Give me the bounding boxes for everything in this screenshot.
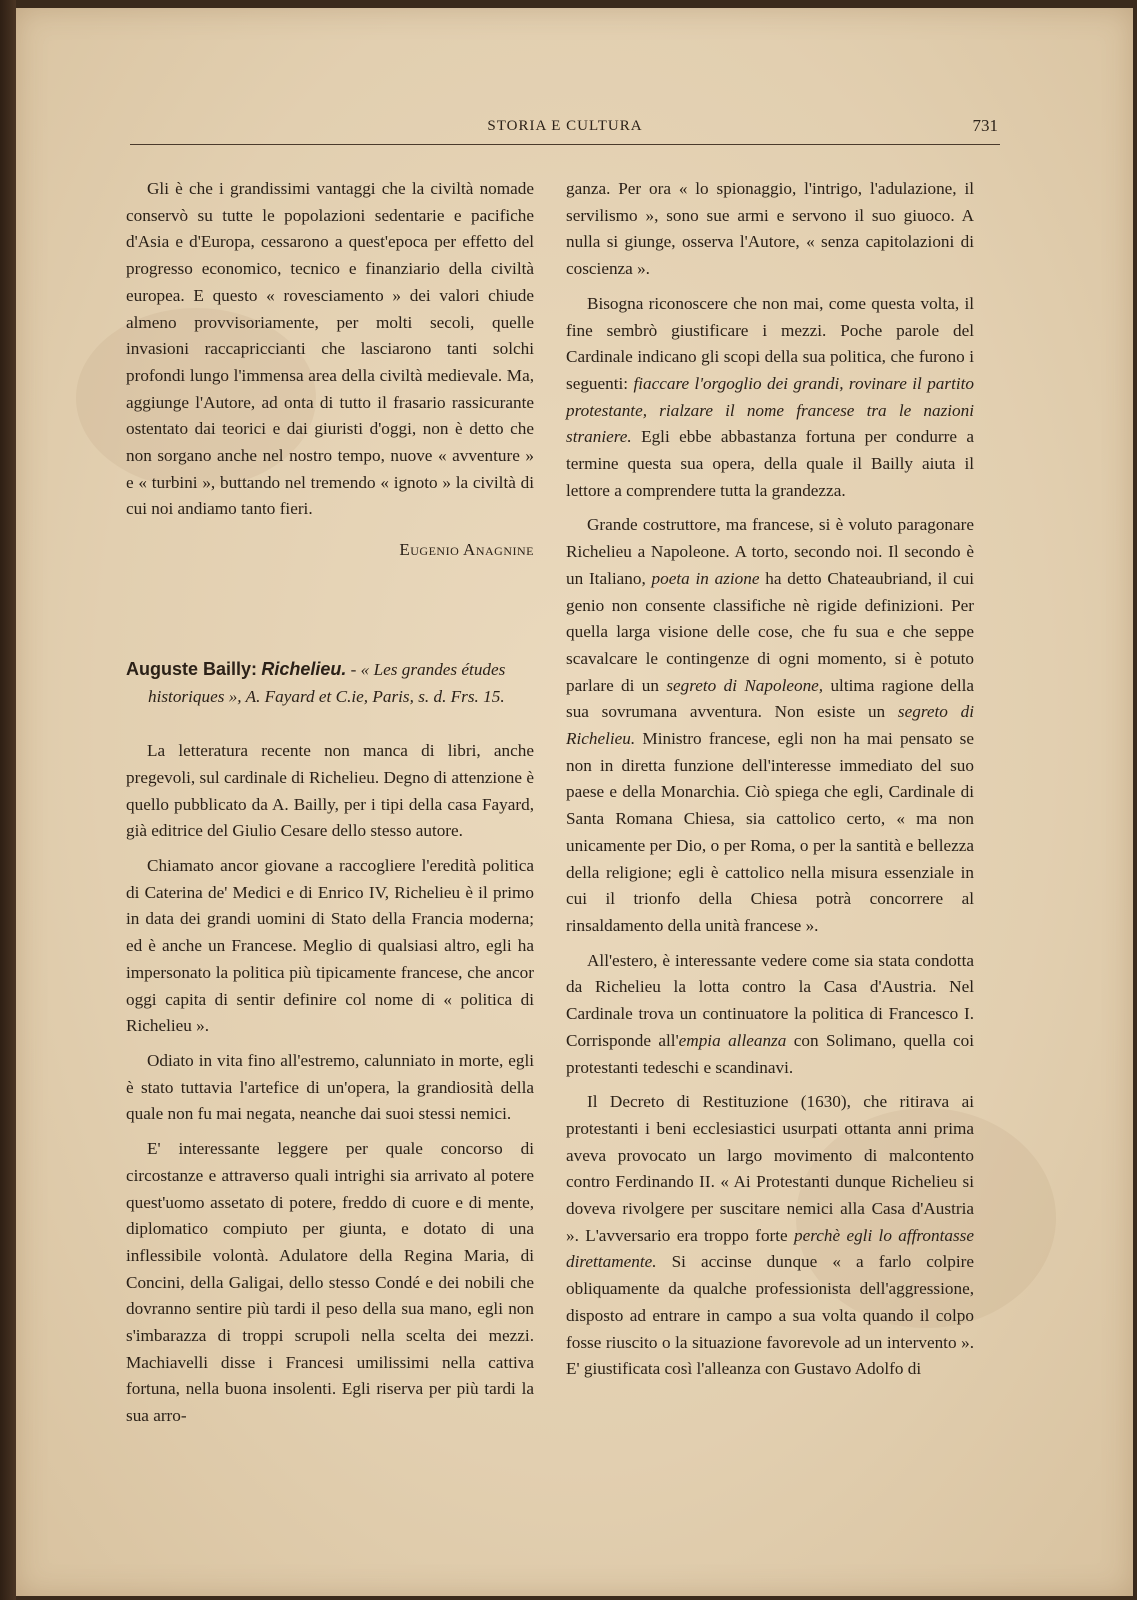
paragraph: Odiato in vita fino all'estremo, calunniato in morte, egli è stato tuttavia l'artefice di un'opera, la grandiosità della quale non fu mai negata, neanche dai suoi stessi nemici. xyxy=(126,1050,534,1124)
running-title: STORIA E CULTURA xyxy=(487,118,643,134)
book-spine xyxy=(0,0,16,1600)
text-run: All'estero, è interessante vedere come sia stata condotta da Richelieu la lotta contro la Casa d'Austria. Nel Cardinale trova un continuatore la politica di Francesco I. Corrisponde all' xyxy=(566,950,974,1050)
italic-text: poeta in azione xyxy=(651,568,760,588)
review-book-title: Richelieu. xyxy=(261,658,347,679)
page-number: 731 xyxy=(972,116,998,135)
paragraph: ganza. Per ora « lo spionaggio, l'intrigo, l'adulazione, il servilismo », sono sue armi e servono il suo giuoco. A nulla si giunge, osserva l'Autore, « senza capitolazioni di coscienza ». xyxy=(566,179,974,279)
paragraph xyxy=(566,948,974,1082)
paragraph xyxy=(566,1089,974,1383)
italic-text: perchè egli lo affrontasse direttamente. xyxy=(566,1225,974,1272)
paragraph xyxy=(566,291,974,505)
paragraph xyxy=(566,512,974,939)
text-run: ha detto Chateaubriand, il cui genio non consente classifiche nè rigide definizioni. Per quella larga visione delle cose, che fu sua e che seppe scavalcare le contingenze di ogni momento, si è potuto parlare di un xyxy=(566,568,975,695)
text-run: con Solimano, quella coi protestanti tedeschi e scandinavi. xyxy=(566,1030,975,1077)
left-column xyxy=(126,176,534,1438)
signature: Eugenio Anagnine xyxy=(399,540,534,560)
paragraph: La letteratura recente non manca di libri, anche pregevoli, sul cardinale di Richelieu. Degno di attenzione è quello pubblicato da A. Bailly, per i tipi della casa Fayard, già editrice del Giulio Cesare dello stesso autore. xyxy=(126,741,534,841)
italic-text: fiaccare l'orgoglio dei grandi, rovinare il partito protestante, rialzare il nome francese tra le nazioni straniere. xyxy=(566,373,974,447)
text-run: Il Decreto di Restituzione (1630), che ritirava ai protestanti i beni ecclesiastici usurpati ottanta anni prima aveva provocato un largo movimento di malcontento contro Ferdinando II. « Ai Protestanti dunque Richelieu si doveva rivolgere per suscitare nemici alla Casa d'Austria ». L'avversario era troppo forte xyxy=(566,1092,974,1245)
right-column xyxy=(566,176,974,1391)
page-header xyxy=(130,114,1000,145)
review-publication-info: - « Les grandes études historiques », A. Fayard et C.ie, Paris, s. d. Frs. 15. xyxy=(148,659,506,706)
italic-text: segreto di Napoleone, xyxy=(666,675,824,695)
italic-text: empia alleanza xyxy=(678,1030,787,1050)
review-author: Auguste Bailly: xyxy=(126,658,258,679)
review-heading xyxy=(126,656,534,710)
text-run: Egli ebbe abbastanza fortuna per condurre a termine questa sua opera, della quale il Bailly aiuta il lettore a comprendere tutta la grandezza. xyxy=(566,427,974,500)
text-run: Ministro francese, egli non ha mai pensato se non in diretta funzione dell'interesse immediato del suo paese e della Monarchia. Ciò spiega che egli, Cardinale di Santa Romana Chiesa, sia cattolico certo, « ma non unicamente per Dio, o per Roma, o per la santità e bellezza della religione; egli è cattolico nella misura essenziale in cui il trionfo della Chiesa potrà concorrere al rinsaldamento della unità francese ». xyxy=(566,729,974,935)
paragraph: E' interessante leggere per quale concorso di circostanze e attraverso quali intrighi sia arrivato al potere quest'uomo assetato di potere, freddo di cuore e di mente, diplomatico compiuto per giunta, e dotato di una inflessibile volontà. Adulatore della Regina Maria, di Concini, della Galigai, dello stesso Condé e dei nobili che dovranno sentire più tardi il peso della sua mano, egli non s'imbarazza di troppi scrupoli nella scelta dei mezzi. Machiavelli disse i Francesi umilissimi nella cattiva fortuna, nella buona insolenti. Egli riserva per più tardi la sua arro- xyxy=(126,1139,534,1426)
paragraph: Chiamato ancor giovane a raccogliere l'eredità politica di Caterina de' Medici e di Enrico IV, Richelieu è il primo in data dei grandi uomini di Stato della Francia moderna; ed è anche un Francese. Meglio di qualsiasi altro, egli ha impersonato la politica più tipicamente francese, che ancor oggi capita di sentir definire col nome di « politica di Richelieu ». xyxy=(126,856,534,1036)
text-run: Bisogna riconoscere che non mai, come questa volta, il fine sembrò giustificare i mezzi. Poche parole del Cardinale indicano gli scopi della sua politica, che furono i seguenti: xyxy=(566,293,974,393)
text-run: Si accinse dunque « a farlo colpire obliquamente da qualche professionista dell'aggressione, disposto ad entrare in campo a sua volta quando il colpo fosse riuscito o la situazione favorevole ad un intervento ». E' giustificata così l'alleanza con Gustavo Adolfo di xyxy=(566,1252,974,1379)
italic-text: segreto di Richelieu. xyxy=(566,702,975,749)
text-run: ultima ragione della sua sovrumana avventura. Non esiste un xyxy=(566,675,975,722)
paragraph: Gli è che i grandissimi vantaggi che la civiltà nomade conservò su tutte le popolazioni sedentarie e pacifiche d'Asia e d'Europa, cessarono a quest'epoca per effetto del progresso economico, tecnico e finanziario della civiltà europea. E questo « rovesciamento » dei valori chiude almeno provvisoriamente, per molti secoli, quelle invasioni raccapriccianti che lasciarono tanti solchi profondi lungo l'immensa area della civiltà medievale. Ma, aggiunge l'Autore, ad onta di tutto il frasario rassicurante ostentato dai teorici e dai giuristi d'oggi, non è detto che non sorgano anche nel nostro tempo, nuove « avventure » e « turbini », buttando nel tremendo « ignoto » la civiltà di cui noi andiamo tanto fieri. xyxy=(126,179,534,519)
text-run: Grande costruttore, ma francese, si è voluto paragonare Richelieu a Napoleone. A torto, secondo noi. Il secondo è un Italiano, xyxy=(566,515,974,588)
